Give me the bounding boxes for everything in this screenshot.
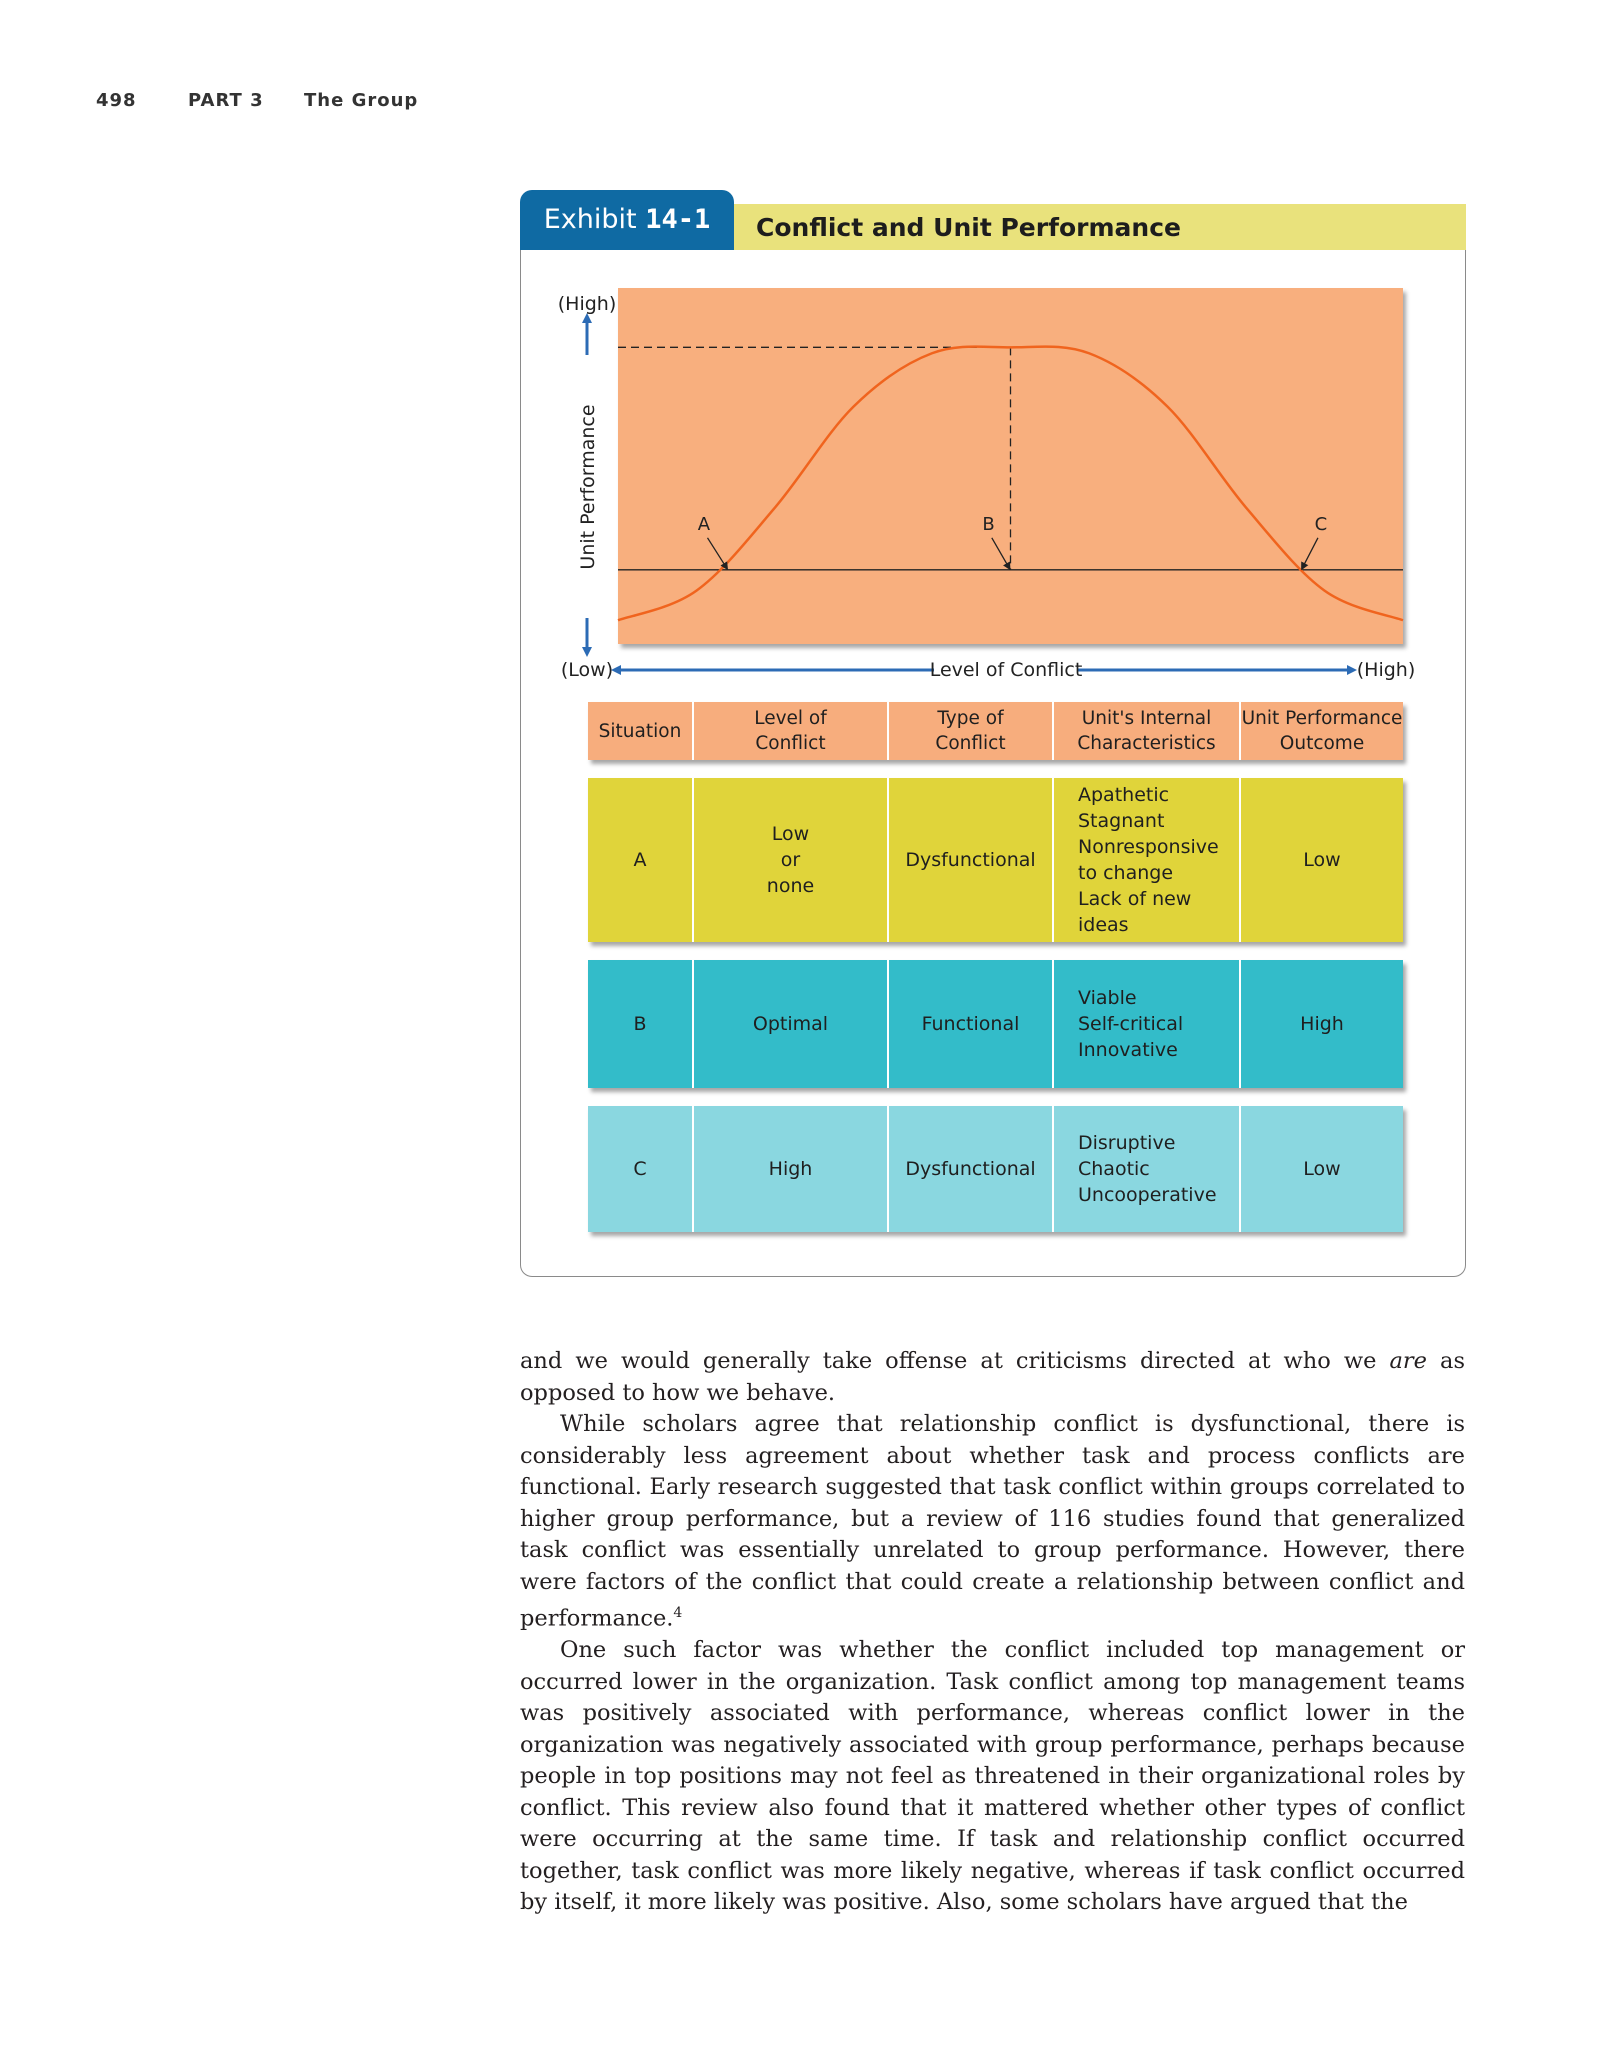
footnote-ref-4[interactable]: 4 [673, 1605, 683, 1621]
point-label-c: C [1314, 513, 1328, 535]
outcome-cell: High [1300, 1013, 1344, 1035]
exhibit-label: Exhibit [543, 204, 637, 235]
level-cell: Optimal [694, 960, 889, 1088]
exhibit-title: Conflict and Unit Performance [734, 204, 1466, 250]
y-axis-title: Unit Performance [577, 404, 599, 570]
characteristics-cell: Apathetic Stagnant Nonresponsive to change Lack of new ideas [1054, 778, 1241, 942]
type-cell: Dysfunctional [889, 1106, 1054, 1232]
header-type: Type of Conflict [889, 702, 1054, 760]
paragraph-3: One such factor was whether the conflict included top management or occurred lower in the organization. Task conflict among top management teams was positively associated with performance, whereas conflict lower in the organization was negatively associated with group performance, perhaps because people in top positions may not feel as threatened in their organizational roles by conflict. This review also found that it mattered whether other types of conflict were occurring at the same time. If task and relationship conflict occurred together, task conflict was more likely negative, whereas if task conflict occurred by itself, it more likely was positive. Also, some scholars have argued that the [520, 1637, 1465, 1915]
level-cell: Low or none [694, 778, 889, 942]
p1-end: as opposed to how we behave. [520, 1348, 1465, 1406]
part-label: PART 3 [188, 90, 264, 111]
table-header-row [588, 702, 1403, 760]
page-number: 498 [96, 90, 137, 111]
p1-emphasis: are [1389, 1348, 1427, 1374]
body-text [520, 1346, 1465, 1919]
situation-cell: A [588, 778, 694, 942]
header-characteristics: Unit's Internal Characteristics [1054, 702, 1241, 760]
y-high-label: (High) [557, 293, 617, 315]
table-row-c [588, 1106, 1403, 1232]
point-label-a: A [697, 513, 711, 535]
section-title: The Group [304, 90, 419, 111]
conflict-performance-chart [520, 190, 1466, 690]
p1-start: and we would generally take offense at criticisms directed at who we [520, 1348, 1390, 1374]
table-row-b [588, 960, 1403, 1088]
exhibit-number: 14-1 [645, 204, 711, 235]
point-label-b: B [982, 513, 995, 535]
x-axis-title: Level of Conflict [929, 659, 1083, 681]
exhibit-14-1 [520, 190, 1466, 1278]
paragraph-1 [520, 1346, 1465, 1409]
header-level: Level of Conflict [694, 702, 889, 760]
characteristics-cell: Disruptive Chaotic Uncooperative [1054, 1106, 1241, 1232]
x-high-label: (High) [1356, 659, 1416, 681]
situation-cell: C [588, 1106, 694, 1232]
header-situation: Situation [588, 702, 694, 760]
p2-text: While scholars agree that relationship conflict is dysfunctional, there is considerably less agreement about whether task and process conflicts are functional. Early research suggested that task conflict within groups correlated to higher group performance, but a review of 116 studies found that generalized task conflict was essentially unrelated to group performance. However, there were factors of the conflict that could create a relationship between conflict and performance. [520, 1411, 1465, 1632]
type-cell: Functional [889, 960, 1054, 1088]
table-row-a [588, 778, 1403, 942]
characteristics-cell: Viable Self-critical Innovative [1054, 960, 1241, 1088]
header-outcome: Unit Performance Outcome [1241, 708, 1403, 754]
type-cell: Dysfunctional [889, 778, 1054, 942]
situation-cell: B [588, 960, 694, 1088]
paragraph-2 [520, 1409, 1465, 1635]
outcome-cell: Low [1303, 1158, 1341, 1180]
x-low-label: (Low) [560, 659, 614, 681]
outcome-cell: Low [1303, 849, 1341, 871]
level-cell: High [694, 1106, 889, 1232]
